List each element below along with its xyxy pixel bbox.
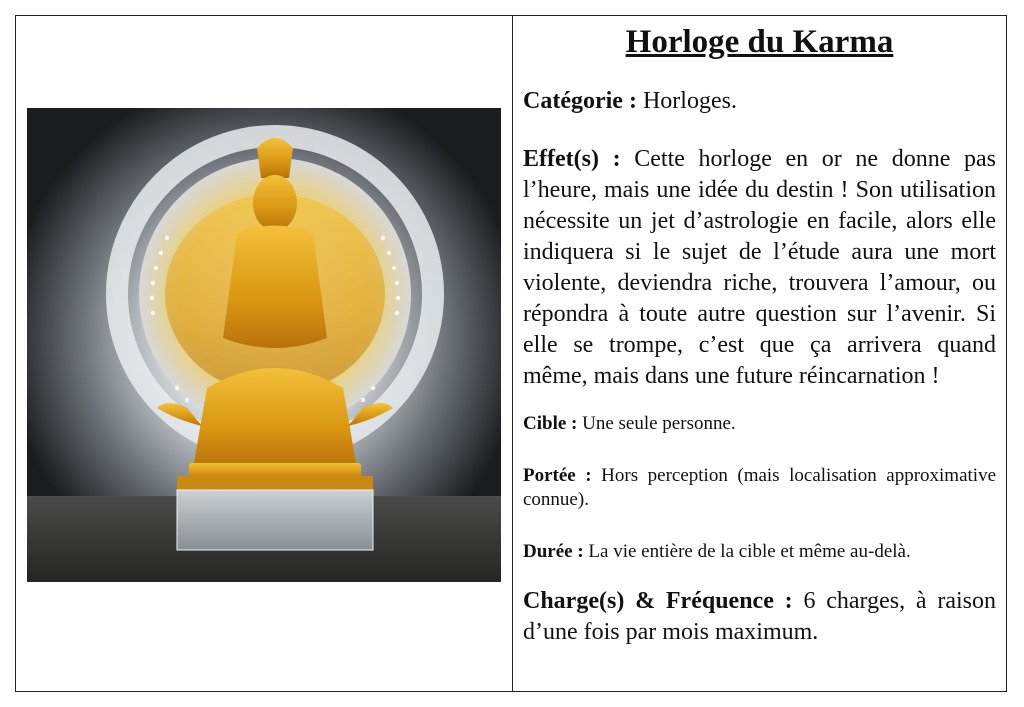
category-value: Horloges. bbox=[636, 88, 737, 114]
charges-value: 6 charges, à raison d’une fois par mois maximum. bbox=[523, 588, 996, 645]
range-paragraph bbox=[523, 464, 996, 512]
duration-paragraph bbox=[523, 540, 996, 564]
effects-value: Cette horloge en or ne donne pas l’heure, mais une idée du destin ! Son utilisation nécessite un jet d’astrologie en facile, alors elle indiquera si le sujet de l’étude aura une mort violente, deviendra riche, trouvera l’amour, ou répondra à toute autre question sur l’avenir. Si elle se trompe, c’est que ça arrivera quand même, mais dans une future réincarnation ! bbox=[523, 146, 997, 389]
duration-label: Durée : bbox=[523, 541, 584, 562]
image-panel bbox=[16, 16, 513, 691]
charges-paragraph bbox=[523, 586, 996, 648]
target-paragraph bbox=[523, 412, 996, 436]
charges-label: Charge(s) & Fréquence : bbox=[523, 588, 793, 614]
text-panel bbox=[513, 16, 1006, 691]
range-label: Portée : bbox=[523, 465, 592, 486]
category-paragraph bbox=[523, 86, 996, 117]
statue-photo bbox=[27, 108, 501, 582]
target-value: Une seule personne. bbox=[577, 413, 736, 434]
category-label: Catégorie : bbox=[523, 88, 637, 114]
range-value: Hors perception (mais localisation approximative connue). bbox=[523, 465, 996, 510]
target-label: Cible : bbox=[523, 413, 578, 434]
item-card bbox=[15, 15, 1007, 692]
effects-label: Effet(s) : bbox=[523, 146, 621, 172]
duration-value: La vie entière de la cible et même au-delà. bbox=[583, 541, 911, 562]
effects-paragraph bbox=[523, 144, 996, 392]
item-title: Horloge du Karma bbox=[625, 24, 894, 60]
